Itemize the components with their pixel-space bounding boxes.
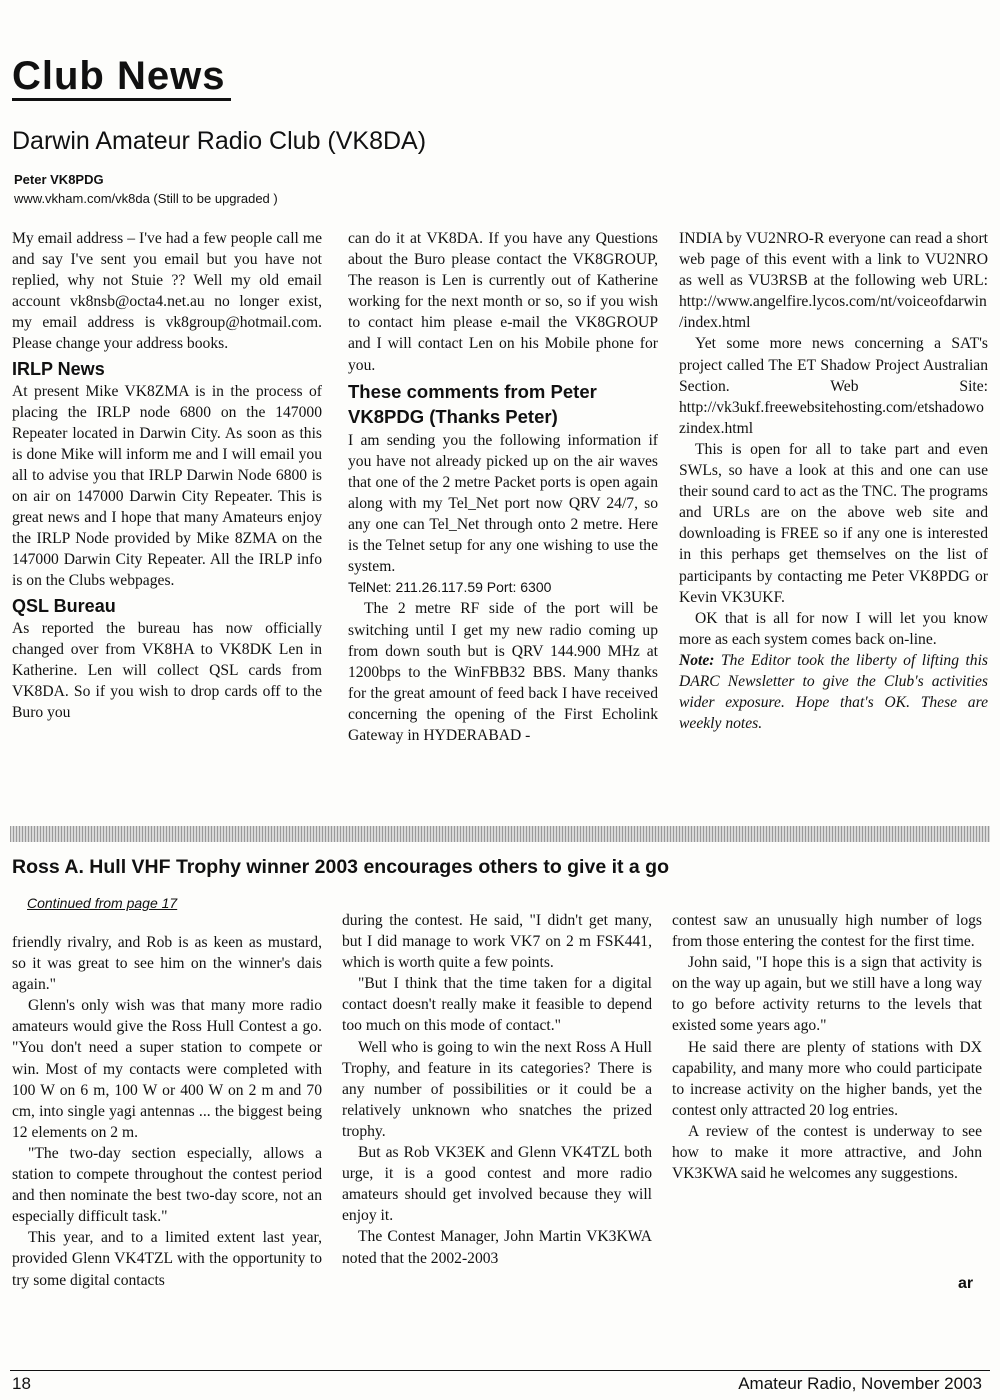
ross-column-3 [672,910,982,1184]
paragraph: But as Rob VK3EK and Glenn VK4TZL both urge, it is a good contest and more radio amateurs should get involved because they will enjoy it. [342,1144,652,1225]
continued-from-link[interactable]: Continued from page 17 [27,895,178,911]
page-number: 18 [12,1374,31,1393]
subheading-comments: These comments from Peter VK8PDG (Thanks Peter) [348,380,597,427]
paragraph: Well who is going to win the next Ross A Hull Trophy, and feature in its categories? There is any number of possibilities or it could be a relatively unknown who snatches the prized trophy. [342,1038,652,1140]
article-author: Peter VK8PDG [14,172,104,187]
paragraph: At present Mike VK8ZMA is in the process of placing the IRLP node 6800 on the 147000 Repeater located in Darwin City. As soon as this is done Mike will inform me and I will email you all to advise you that IRLP Darwin Node 6800 is on air on 147000 Darwin City Repeater. This is great news and I hope that many Amateurs enjoy the IRLP Node provided by Mike 8ZMA on the 147000 Darwin City Repeater. All the IRLP info is on the Clubs webpages. [12,382,322,590]
paragraph: Glenn's only wish was that many more radio amateurs would give the Ross Hull Contest a go. "You don't need a super station to compete or win. Most of my contacts were completed with 100 W on 6 m, 100 W or 400 W on 2 m and 70 cm, into single yagi antennas ... the biggest being 12 elements on 2 m. [12,997,322,1141]
subheading-irlp: IRLP News [12,358,105,379]
paragraph: Yet some more news concerning a SAT's project called The ET Shadow Project Australian Section. Web Site: http://vk3ukf.freewebsitehosting.com/etshadowozindex.html [679,335,988,437]
telnet-line: TelNet: 211.26.117.59 Port: 6300 [348,579,552,596]
ross-column-2 [342,910,652,1269]
note-text: The Editor took the liberty of lifting this DARC Newsletter to give the Club's activities wider exposure. Hope that's OK. These are weekly notes. [679,651,988,733]
paragraph: As reported the bureau has now officially changed over from VK8HA to VK8DK Len in Katherine. Len will collect QSL cards from VK8DA. So if you wish to drop cards off to the Buro you [12,619,322,721]
section-divider [10,826,990,842]
paragraph: John said, "I hope this is a sign that activity is on the way up again, but we still have a long way to go before activity returns to the levels that existed some years ago." [672,954,982,1035]
paragraph: "But I think that the time taken for a digital contact doesn't really make it feasible to depend too much on this mode of contact." [342,975,652,1035]
paragraph: contest saw an unusually high number of logs from those entering the contest for the first time. [672,912,982,951]
paragraph: during the contest. He said, "I didn't get many, but I did manage to work VK7 on 2 m FSK441, which is worth quite a few points. [342,912,652,972]
article-column-3 [679,228,988,734]
publication-footer: Amateur Radio, November 2003 [738,1374,982,1393]
paragraph: OK that is all for now I will let you know more as each system comes back on-line. [679,609,988,648]
footer-rule [10,1370,990,1371]
ross-column-1 [12,932,322,1291]
section-title: Club News [12,54,231,101]
note-label: Note: [679,651,715,669]
paragraph: A review of the contest is underway to see how to make it more attractive, and John VK3KWA said he welcomes any suggestions. [672,1122,982,1183]
paragraph: friendly rivalry, and Rob is as keen as mustard, so it was great to see him on the winner's dais again." [12,934,322,994]
paragraph: My email address – I've had a few people call me and say I've sent you email but you have not replied, why not Stuie ?? Well my old email account vk8nsb@octa4.net.au no longer exist, my email address is vk8group@hotmail.com. Please change your address books. [12,230,322,353]
end-mark: ar [958,1275,974,1292]
paragraph: "The two-day section especially, allows a station to compete throughout the contest period and then nominate the best two-day score, not an especially difficult task." [12,1144,322,1226]
paragraph: can do it at VK8DA. If you have any Questions about the Buro please contact the VK8GROUP, The reason is Len is currently out of Katherine working for the next month or so, so if you wish to contact him please e-mail the VK8GROUP and I will contact Len on his Mobile phone for you. [348,230,658,374]
article-column-2 [348,228,658,746]
paragraph: INDIA by VU2NRO-R everyone can read a short web page of this event with a link to VU2NRO as well as VU3RSB at the following web URL: http://www.angelfire.lycos.com/nt/voiceofdarwin/index.html [679,230,988,332]
paragraph: The Contest Manager, John Martin VK3KWA noted that the 2002-2003 [342,1228,652,1267]
paragraph: The 2 metre RF side of the port will be switching until I get my new radio coming up from down south but is QRV 144.900 MHz at 1200bps to the WinFBB32 BBS. Many thanks for the great amount of feed back I have received concerning the opening of the First Echolink Gateway in HYDERABAD - [348,600,658,744]
article-title-ross: Ross A. Hull VHF Trophy winner 2003 encourages others to give it a go [12,856,670,878]
paragraph: He said there are plenty of stations with DX capability, and many more who could participate to increase activity on the higher bands, yet the contest only attracted 20 log entries. [672,1038,982,1119]
subheading-qsl: QSL Bureau [12,595,116,616]
article-column-1 [12,228,322,723]
article-url: www.vkham.com/vk8da (Still to be upgraded ) [14,191,278,206]
article-title: Darwin Amateur Radio Club (VK8DA) [12,127,427,155]
editor-note [679,650,988,734]
paragraph: I am sending you the following information if you have not already picked up on the air waves that one of the 2 metre Packet ports is open again along with my Tel_Net port now QRV 24/7, so any one can Tel_Net through onto 2 metre. Here is the Telnet setup for any one wishing to use the system. [348,431,658,576]
paragraph: This is open for all to take part and even SWLs, so have a look at this and one can use their sound card to act as the TNC. The programs and URLs are on the above web site and downloading is FREE so if any one is interested in this perhaps get themselves on the list of participants by contacting me Peter VK8PDG or Kevin VK3UKF. [679,440,988,606]
paragraph: This year, and to a limited extent last year, provided Glenn VK4TZL with the opportunity to try some digital contacts [12,1229,322,1289]
